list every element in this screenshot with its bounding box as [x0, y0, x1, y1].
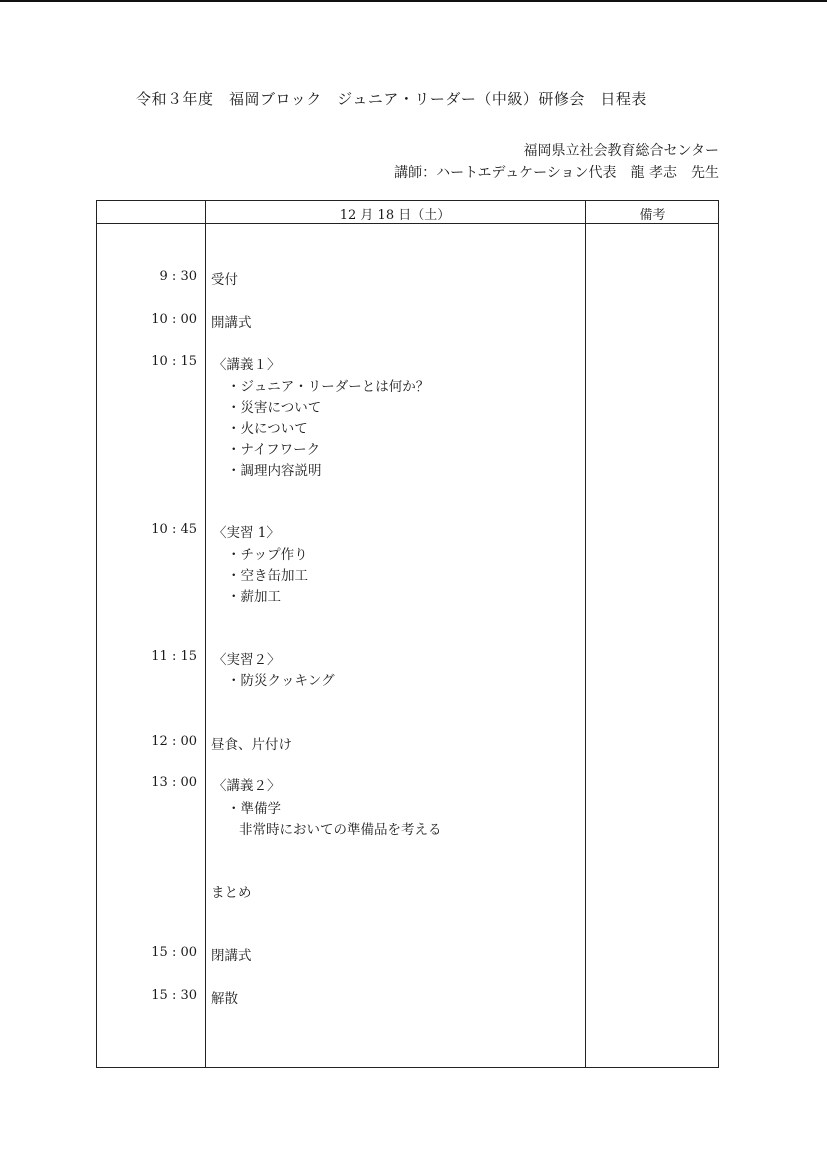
top-border-line	[0, 0, 827, 2]
time-label: 10 : 15	[151, 354, 197, 369]
time-column-divider	[205, 201, 206, 1067]
organization-name: 福岡県立社会教育総合センター	[523, 143, 719, 159]
session-note: 非常時においての準備品を考える	[239, 822, 442, 838]
session-heading: 〈講義２〉	[213, 778, 281, 794]
schedule-item: 昼食、片付け	[211, 737, 292, 753]
time-label: 9 : 30	[159, 269, 197, 284]
lecturer-line: 講師：ハートエデュケーション代表 龍 孝志 先生	[394, 165, 719, 181]
session-item: ・ジュニア・リーダーとは何か？	[227, 379, 430, 395]
session-item: ・調理内容説明	[227, 463, 322, 479]
time-label: 12 : 00	[151, 734, 197, 749]
notes-header: 備考	[639, 208, 666, 223]
time-label: 15 : 00	[151, 945, 197, 960]
session-heading: 〈講義１〉	[213, 357, 281, 373]
session-item: ・チップ作り	[227, 547, 308, 563]
session-item: ・空き缶加工	[227, 568, 308, 584]
session-item: ・薪加工	[227, 589, 281, 605]
document-title: 令和３年度 福岡ブロック ジュニア・リーダー（中級）研修会 日程表	[136, 90, 647, 108]
date-header: 12 月 18 日（土）	[339, 208, 451, 223]
notes-column-divider	[585, 201, 586, 1067]
session-item: ・災害について	[227, 400, 322, 416]
schedule-item: 開講式	[211, 315, 252, 331]
session-heading: 〈実習２〉	[213, 652, 281, 668]
session-heading: 〈実習 1〉	[213, 525, 280, 541]
session-item: ・準備学	[227, 801, 281, 817]
header-divider	[97, 223, 718, 224]
time-label: 15 : 30	[151, 988, 197, 1003]
session-item: ・ナイフワーク	[227, 442, 321, 458]
schedule-table	[96, 200, 719, 1068]
time-label: 10 : 00	[151, 312, 197, 327]
schedule-item: 受付	[211, 272, 238, 288]
schedule-item: 閉講式	[211, 948, 252, 964]
session-item: ・防災クッキング	[227, 673, 335, 689]
time-label: 13 : 00	[151, 775, 197, 790]
time-label: 10 : 45	[151, 522, 197, 537]
schedule-item: まとめ	[211, 885, 252, 901]
schedule-item: 解散	[211, 991, 238, 1007]
time-label: 11 : 15	[151, 649, 197, 664]
session-item: ・火について	[227, 421, 308, 437]
